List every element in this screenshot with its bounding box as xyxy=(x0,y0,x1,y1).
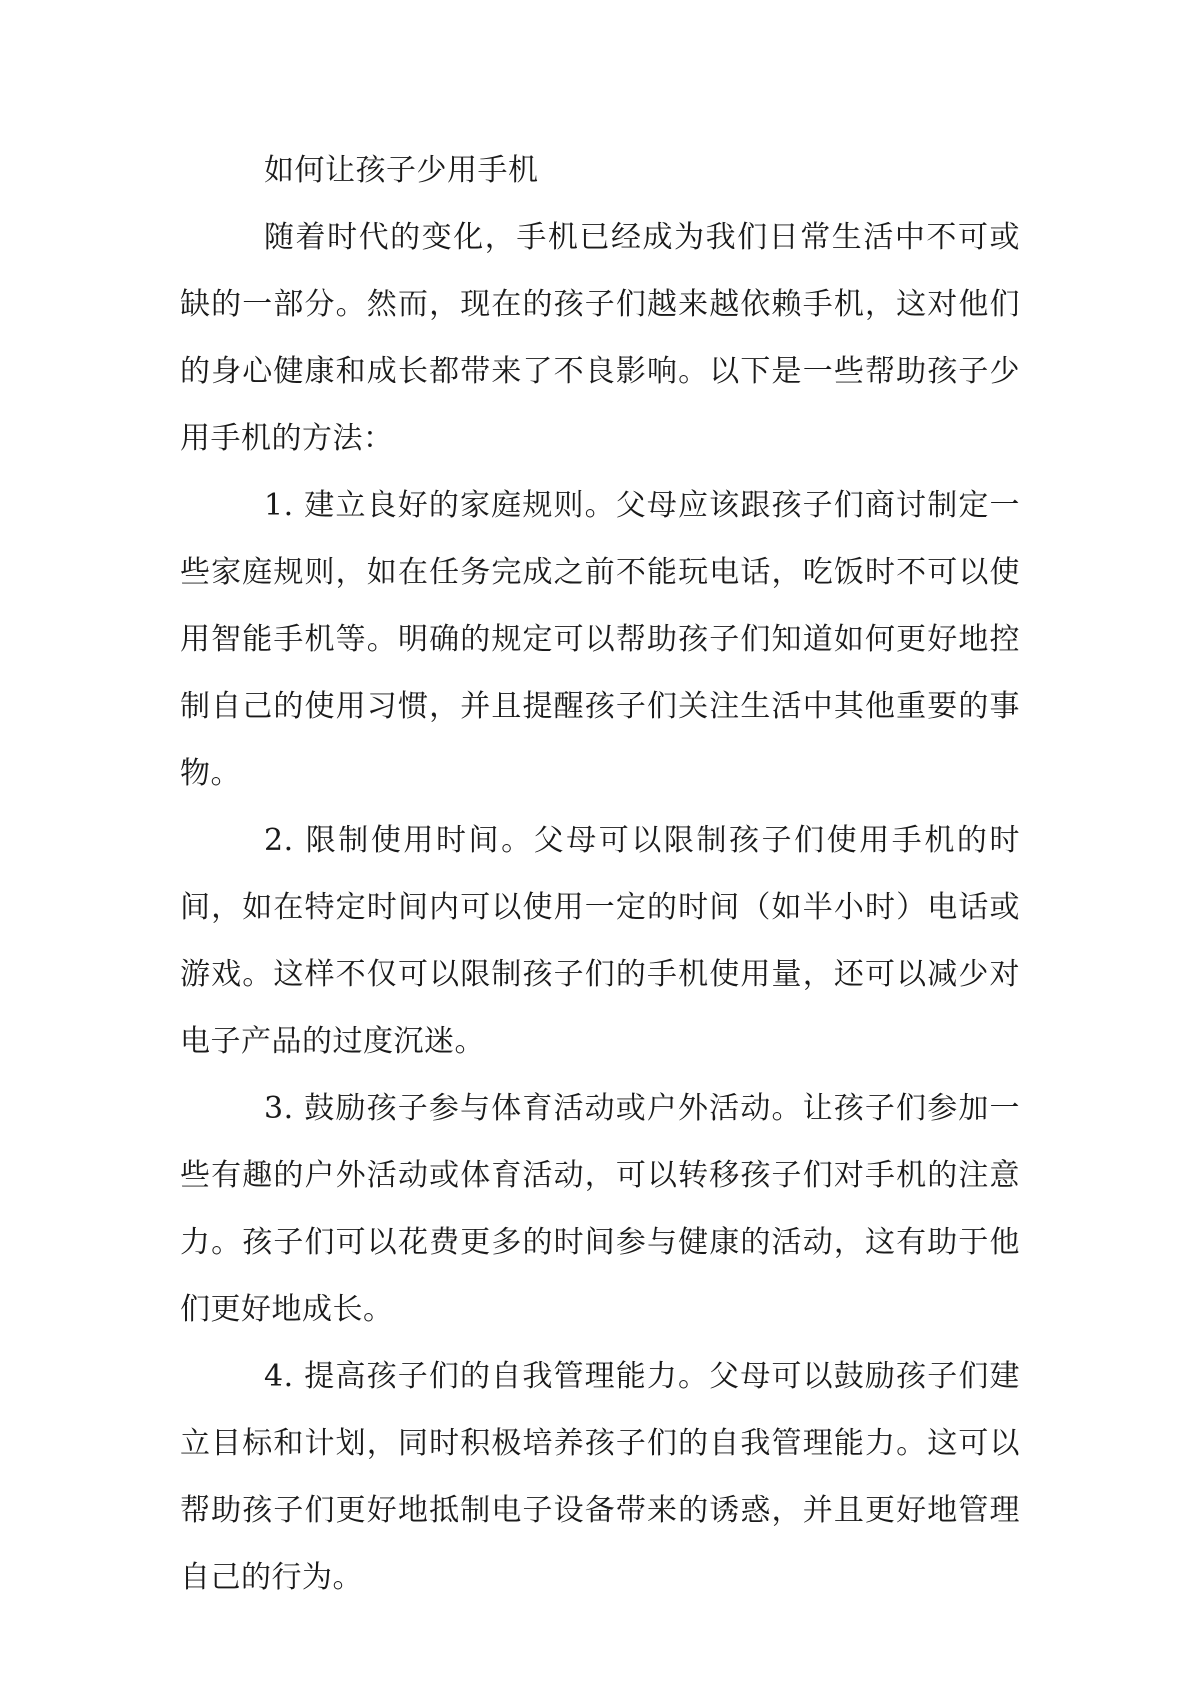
point-paragraph-1: 1. 建立良好的家庭规则。父母应该跟孩子们商讨制定一些家庭规则，如在任务完成之前不能玩电话，吃饭时不可以使用智能手机等。明确的规定可以帮助孩子们知道如何更好地控制自己的使用习惯，并且提醒孩子们关注生活中其他重要的事物。 xyxy=(180,488,1020,791)
document-title: 如何让孩子少用手机 xyxy=(264,153,539,188)
point-paragraph-3: 3. 鼓励孩子参与体育活动或户外活动。让孩子们参加一些有趣的户外活动或体育活动，可以转移孩子们对手机的注意力。孩子们可以花费更多的时间参与健康的活动，这有助于他们更好地成长。 xyxy=(180,1091,1020,1327)
point-paragraph-2: 2. 限制使用时间。父母可以限制孩子们使用手机的时间，如在特定时间内可以使用一定的时间（如半小时）电话或游戏。这样不仅可以限制孩子们的手机使用量，还可以减少对电子产品的过度沉迷。 xyxy=(180,823,1020,1059)
intro-paragraph: 随着时代的变化，手机已经成为我们日常生活中不可或缺的一部分。然而，现在的孩子们越来越依赖手机，这对他们的身心健康和成长都带来了不良影响。以下是一些帮助孩子少用手机的方法： xyxy=(180,220,1020,456)
document-body xyxy=(180,137,1020,1611)
point-paragraph-4: 4. 提高孩子们的自我管理能力。父母可以鼓励孩子们建立目标和计划，同时积极培养孩子们的自我管理能力。这可以帮助孩子们更好地抵制电子设备带来的诱惑，并且更好地管理自己的行为。 xyxy=(180,1359,1020,1595)
